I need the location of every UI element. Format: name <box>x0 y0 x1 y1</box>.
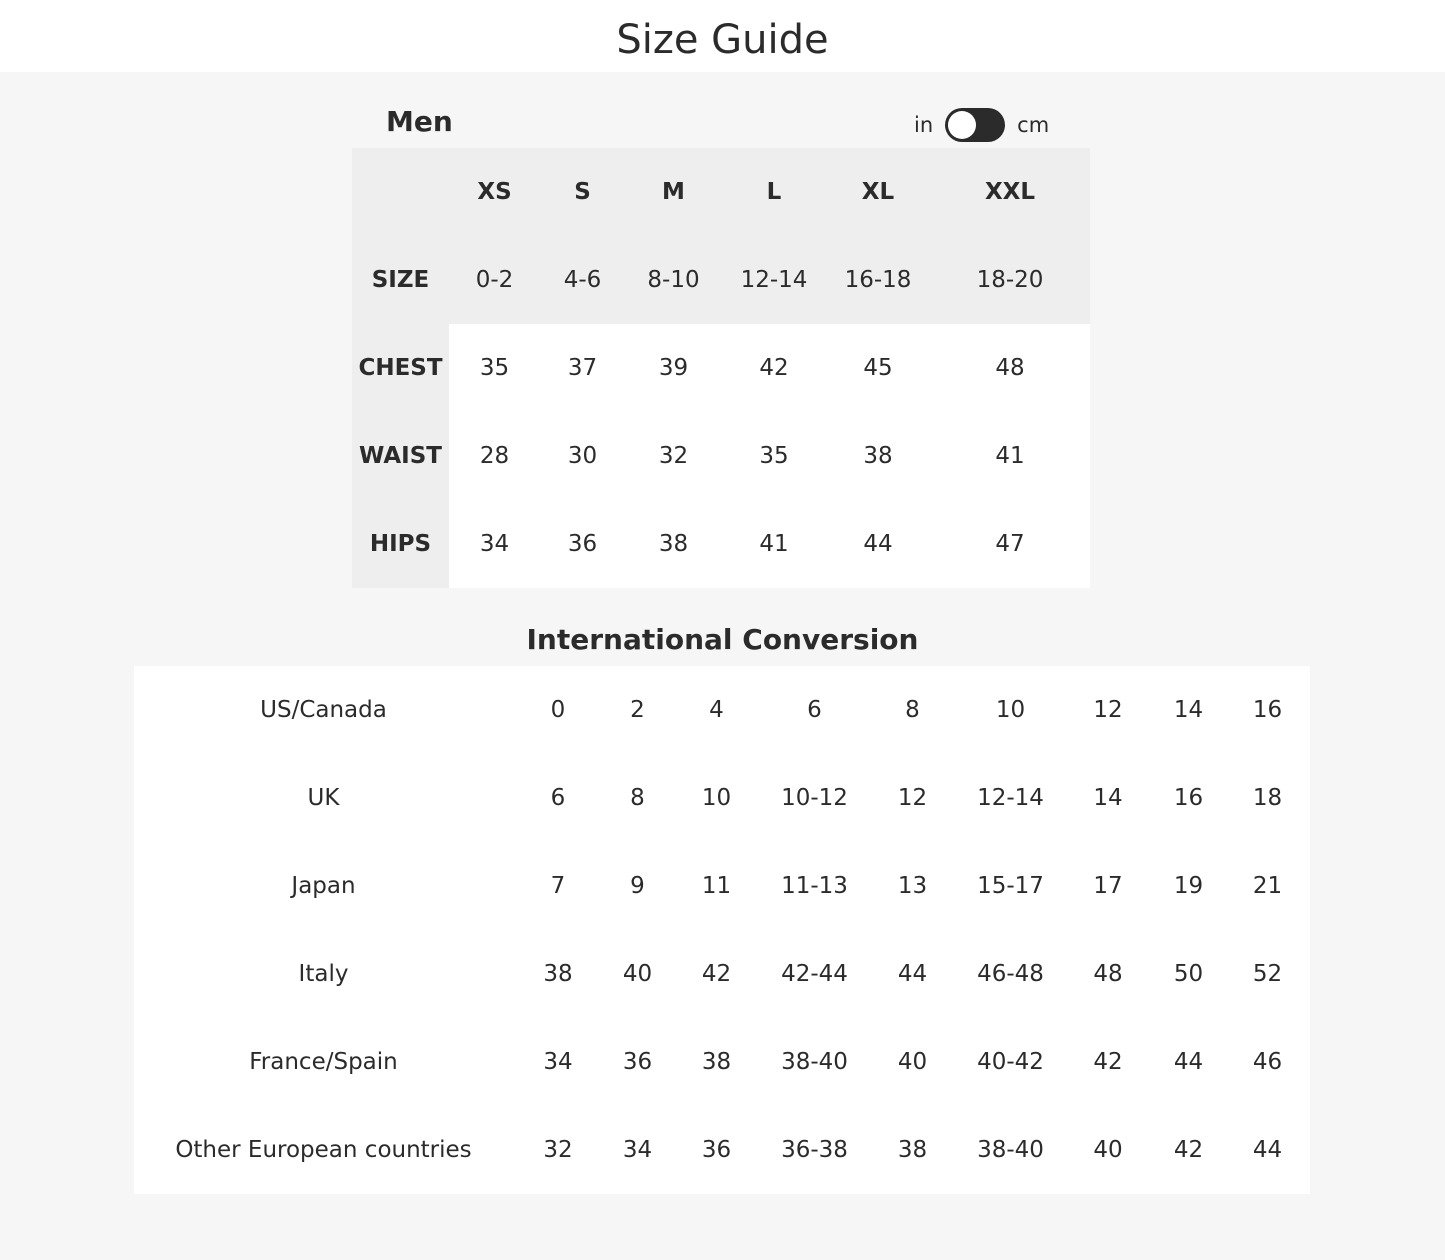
row-label-hips: HIPS <box>352 500 449 588</box>
table-cell: 36 <box>622 1049 653 1075</box>
table-cell: 12-14 <box>722 236 826 324</box>
table-cell: 42 <box>701 961 732 987</box>
table-cell: 16 <box>1252 697 1283 723</box>
table-cell: 11-13 <box>781 873 848 899</box>
table-cell: 42-44 <box>781 961 848 987</box>
table-cell: 38-40 <box>977 1137 1044 1163</box>
size-code-m: M <box>625 148 722 236</box>
conversion-table <box>134 666 1310 1194</box>
table-cell: 37 <box>540 324 625 412</box>
table-cell: 47 <box>930 500 1090 588</box>
row-label-chest: CHEST <box>352 324 449 412</box>
table-row <box>134 930 1310 1018</box>
table-cell: 44 <box>826 500 930 588</box>
table-row <box>134 1018 1310 1106</box>
row-label-us-canada: US/Canada <box>260 697 387 723</box>
table-cell: 46 <box>1252 1049 1283 1075</box>
row-label-france-spain: France/Spain <box>249 1049 398 1075</box>
table-row <box>352 500 1090 588</box>
table-cell: 42 <box>1173 1137 1204 1163</box>
table-cell: 17 <box>1093 873 1123 899</box>
table-cell: 46-48 <box>977 961 1044 987</box>
table-cell: 9 <box>630 873 645 899</box>
table-cell: 0-2 <box>449 236 540 324</box>
men-section-title: Men <box>386 105 453 138</box>
table-cell: 11 <box>701 873 732 899</box>
size-code-xxl: XXL <box>930 148 1090 236</box>
table-cell: 0 <box>550 697 566 723</box>
table-cell: 10 <box>995 697 1026 723</box>
table-cell: 18 <box>1252 785 1283 811</box>
table-cell: 36 <box>540 500 625 588</box>
table-cell: 38 <box>897 1137 928 1163</box>
row-label-uk: UK <box>307 785 340 811</box>
men-size-table <box>352 148 1090 588</box>
table-row <box>134 1106 1310 1194</box>
table-cell: 4-6 <box>540 236 625 324</box>
table-cell: 50 <box>1173 961 1204 987</box>
conversion-panel <box>134 666 1310 1194</box>
unit-switch-knob <box>948 111 976 139</box>
table-cell: 40 <box>1093 1137 1123 1163</box>
table-cell: 44 <box>897 961 928 987</box>
table-row <box>134 666 1310 754</box>
table-cell: 6 <box>550 785 566 811</box>
row-label-other-european: Other European countries <box>175 1137 472 1163</box>
table-cell: 44 <box>1252 1137 1283 1163</box>
table-cell: 38 <box>543 961 573 987</box>
table-cell: 7 <box>550 873 566 899</box>
table-cell: 34 <box>449 500 540 588</box>
table-cell: 10 <box>701 785 732 811</box>
table-cell: 44 <box>1173 1049 1204 1075</box>
table-cell: 40 <box>897 1049 928 1075</box>
table-cell: 38-40 <box>781 1049 848 1075</box>
table-cell: 32 <box>625 412 722 500</box>
size-code-l: L <box>722 148 826 236</box>
size-code-s: S <box>540 148 625 236</box>
size-code-xl: XL <box>826 148 930 236</box>
table-cell: 10-12 <box>781 785 848 811</box>
size-code-row <box>352 148 1090 236</box>
table-row <box>352 236 1090 324</box>
table-cell: 52 <box>1252 961 1283 987</box>
conversion-section-title: International Conversion <box>526 623 919 656</box>
page-title: Size Guide <box>616 17 829 63</box>
table-cell: 34 <box>543 1049 573 1075</box>
table-cell: 18-20 <box>930 236 1090 324</box>
table-cell: 8-10 <box>625 236 722 324</box>
table-row <box>134 754 1310 842</box>
unit-switch[interactable] <box>945 108 1005 142</box>
corner-cell <box>352 148 449 236</box>
table-cell: 40 <box>622 961 653 987</box>
table-cell: 4 <box>709 697 724 723</box>
table-cell: 35 <box>449 324 540 412</box>
table-cell: 38 <box>701 1049 732 1075</box>
table-cell: 36-38 <box>781 1137 848 1163</box>
table-cell: 40-42 <box>977 1049 1044 1075</box>
table-cell: 41 <box>722 500 826 588</box>
table-cell: 12 <box>897 785 928 811</box>
table-cell: 16-18 <box>826 236 930 324</box>
table-cell: 41 <box>930 412 1090 500</box>
table-row <box>134 842 1310 930</box>
table-cell: 48 <box>1093 961 1123 987</box>
table-cell: 38 <box>826 412 930 500</box>
table-row <box>352 324 1090 412</box>
table-cell: 8 <box>630 785 645 811</box>
table-cell: 13 <box>897 873 928 899</box>
table-cell: 32 <box>543 1137 573 1163</box>
table-cell: 34 <box>622 1137 653 1163</box>
table-cell: 15-17 <box>977 873 1044 899</box>
table-cell: 35 <box>722 412 826 500</box>
row-label-japan: Japan <box>291 873 356 899</box>
table-cell: 16 <box>1173 785 1204 811</box>
table-cell: 6 <box>807 697 822 723</box>
table-cell: 12 <box>1093 697 1123 723</box>
table-cell: 12-14 <box>977 785 1044 811</box>
table-cell: 42 <box>722 324 826 412</box>
table-cell: 8 <box>905 697 920 723</box>
table-cell: 2 <box>630 697 645 723</box>
unit-toggle <box>914 106 1049 144</box>
row-label-italy: Italy <box>298 961 349 987</box>
size-code-xs: XS <box>449 148 540 236</box>
table-cell: 14 <box>1173 697 1204 723</box>
table-cell: 14 <box>1093 785 1123 811</box>
table-row <box>352 412 1090 500</box>
row-label-waist: WAIST <box>352 412 449 500</box>
table-cell: 21 <box>1252 873 1283 899</box>
table-cell: 19 <box>1173 873 1204 899</box>
page-header <box>0 0 1445 72</box>
table-cell: 36 <box>701 1137 732 1163</box>
row-label-size: SIZE <box>352 236 449 324</box>
table-cell: 30 <box>540 412 625 500</box>
table-cell: 39 <box>625 324 722 412</box>
table-cell: 48 <box>930 324 1090 412</box>
table-cell: 28 <box>449 412 540 500</box>
unit-label-cm[interactable]: cm <box>1017 113 1050 137</box>
table-cell: 45 <box>826 324 930 412</box>
unit-label-in[interactable]: in <box>914 113 934 137</box>
table-cell: 38 <box>625 500 722 588</box>
table-cell: 42 <box>1093 1049 1123 1075</box>
